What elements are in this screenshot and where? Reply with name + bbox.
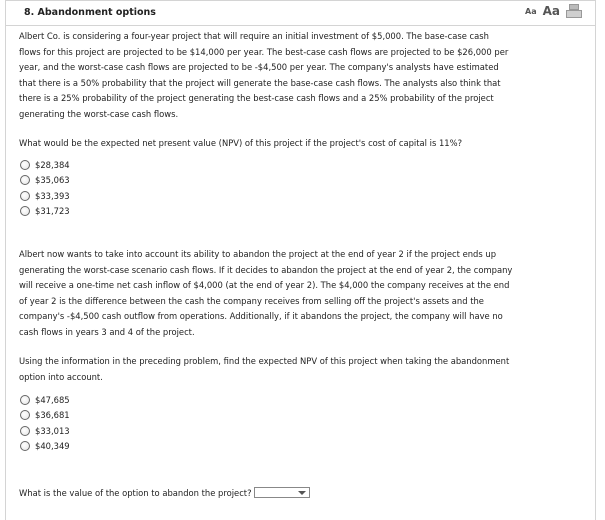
radio-button[interactable] bbox=[20, 160, 30, 170]
abandon-line: generating the worst-case scenario cash flows. If it decides to abandon the project at the end of year 2, the company bbox=[19, 264, 513, 275]
answer-option[interactable] bbox=[20, 204, 70, 220]
increase-font-button[interactable]: Aa bbox=[542, 4, 560, 18]
option-label: $36,681 bbox=[35, 410, 70, 421]
intro-line: year, and the worst-case cash flows are projected to be -$4,500 per year. The company's analysts have estimated bbox=[19, 62, 499, 73]
question-2-options bbox=[20, 392, 70, 454]
chevron-down-icon[interactable] bbox=[298, 491, 306, 495]
question-1-text: What would be the expected net present value (NPV) of this project if the project's cost of capital is 11%? bbox=[19, 138, 463, 148]
radio-button[interactable] bbox=[20, 426, 30, 436]
option-label: $31,723 bbox=[35, 206, 70, 217]
intro-line: Albert Co. is considering a four-year project that will require an initial investment of $5,000. The base-case cash bbox=[19, 31, 489, 41]
intro-line: that there is a 50% probability that the project will generate the base-case cash flows. The analysts also think that bbox=[19, 77, 501, 88]
abandon-line: cash flows in years 3 and 4 of the project. bbox=[19, 326, 195, 337]
answer-option[interactable] bbox=[20, 423, 70, 439]
toolbar bbox=[525, 4, 582, 18]
abandon-line: company's -$4,500 cash outflow from operations. Additionally, if it abandons the project, the company will have no bbox=[19, 311, 503, 322]
answer-option[interactable] bbox=[20, 392, 70, 408]
answer-option[interactable] bbox=[20, 157, 70, 173]
intro-paragraph bbox=[19, 29, 552, 123]
abandon-line: will receive a one-time net cash inflow of $4,000 (at the end of year 2). The $4,000 the company receives at the end bbox=[19, 280, 510, 291]
abandon-line: of year 2 is the difference between the cash the company receives from selling off the project's assets and the bbox=[19, 295, 484, 306]
option-label: $35,063 bbox=[35, 175, 70, 186]
radio-button[interactable] bbox=[20, 410, 30, 420]
answer-option[interactable] bbox=[20, 188, 70, 204]
intro-line: generating the worst-case cash flows. bbox=[19, 108, 179, 119]
radio-button[interactable] bbox=[20, 441, 30, 451]
option-label: $33,393 bbox=[35, 190, 70, 201]
radio-button[interactable] bbox=[20, 191, 30, 201]
option-label: $40,349 bbox=[35, 441, 70, 452]
decrease-font-button[interactable]: Aa bbox=[525, 6, 537, 16]
radio-button[interactable] bbox=[20, 395, 30, 405]
print-icon[interactable] bbox=[566, 4, 582, 18]
option-value-dropdown[interactable] bbox=[254, 487, 310, 498]
abandon-line: Albert now wants to take into account its ability to abandon the project at the end of year 2 if the project ends up bbox=[19, 249, 497, 259]
question-2-line: option into account. bbox=[19, 371, 103, 382]
question-2-text bbox=[19, 354, 552, 385]
question-1-options bbox=[20, 157, 70, 219]
answer-option[interactable] bbox=[20, 408, 70, 424]
radio-button[interactable] bbox=[20, 206, 30, 216]
option-label: $33,013 bbox=[35, 425, 70, 436]
radio-button[interactable] bbox=[20, 175, 30, 185]
answer-option[interactable] bbox=[20, 173, 70, 189]
question-header bbox=[5, 0, 596, 26]
abandonment-paragraph bbox=[19, 247, 552, 341]
question-title: 8. Abandonment options bbox=[24, 7, 156, 18]
question-3 bbox=[19, 487, 310, 498]
question-2-line: Using the information in the preceding problem, find the expected NPV of this project when taking the abandonment bbox=[19, 356, 510, 366]
question-3-text: What is the value of the option to abandon the project? bbox=[19, 487, 252, 498]
answer-option[interactable] bbox=[20, 439, 70, 455]
intro-line: flows for this project are projected to be $14,000 per year. The best-case cash flows are projected to be $26,000 per bbox=[19, 46, 509, 57]
intro-line: there is a 25% probability of the project generating the best-case cash flows and a 25% probability of the project bbox=[19, 93, 494, 104]
option-label: $28,384 bbox=[35, 159, 70, 170]
option-label: $47,685 bbox=[35, 394, 70, 405]
